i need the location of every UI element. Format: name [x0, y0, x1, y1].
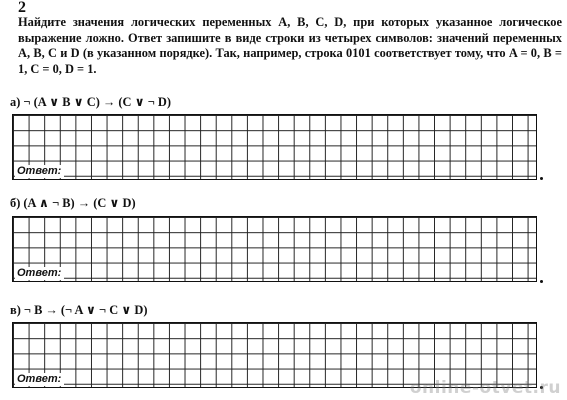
- task-instructions: Найдите значения логических переменных A, B, C, D, при которых указанное логическое выражение ложно. Ответ запишите в виде строки из четырех символов: значений переменных A, B, C и D (в указанном порядке). Так, например, строка 0101 соответствует тому, что A = 0, B = 1, C = 0, D = 1.: [18, 15, 562, 76]
- part-b-answer-label: Ответ:: [15, 267, 64, 280]
- part-a-answer-label: Ответ:: [15, 165, 64, 178]
- part-b-expression: б) (A ∧ ¬ B) → (C ∨ D): [10, 196, 136, 210]
- part-b-answer-grid[interactable]: [12, 216, 537, 282]
- task-number: 2: [18, 0, 26, 16]
- part-a-end-dot: [540, 177, 543, 180]
- part-c-expression: в) ¬ B → (¬ A ∨ ¬ C ∨ D): [10, 303, 148, 317]
- part-b-end-dot: [540, 280, 543, 283]
- site-watermark: online-otvet.ru: [409, 378, 561, 398]
- part-a-answer-grid[interactable]: [12, 114, 537, 180]
- part-a-expression: а) ¬ (A ∨ B ∨ C) → (C ∨ ¬ D): [10, 95, 171, 109]
- part-c-answer-label: Ответ:: [15, 373, 64, 386]
